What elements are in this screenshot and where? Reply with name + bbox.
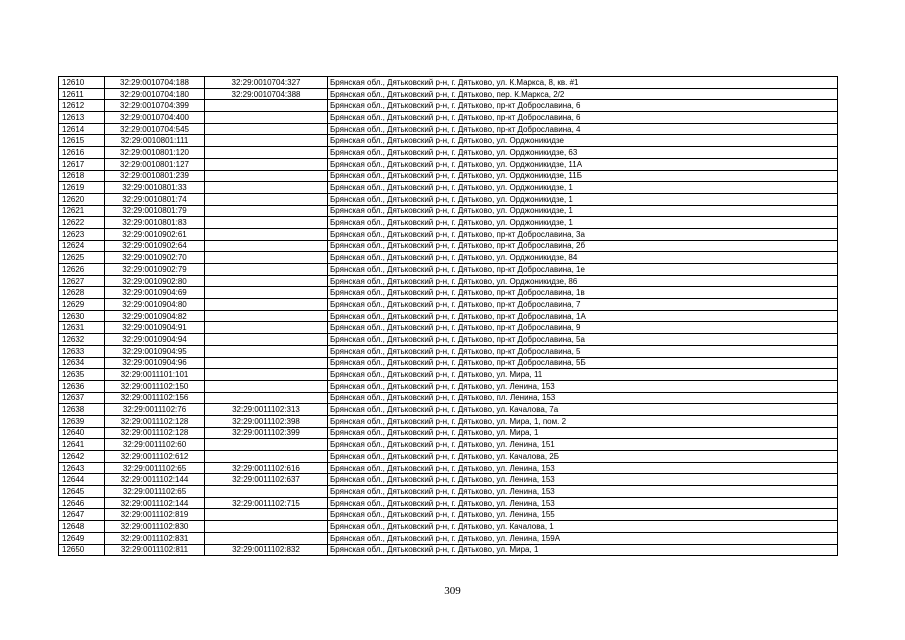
- address: Брянская обл., Дятьковский р-н, г. Дятьково, ул. Орджоникидзе, 11Б: [328, 170, 838, 182]
- cadastral-number: 32:29:0011102:65: [105, 462, 205, 474]
- related-cadastral-number: [205, 275, 328, 287]
- row-number: 12643: [59, 462, 105, 474]
- cadastral-number: 32:29:0010801:33: [105, 182, 205, 194]
- row-number: 12615: [59, 135, 105, 147]
- address: Брянская обл., Дятьковский р-н, г. Дятьково, пр-кт Доброславина, 6: [328, 100, 838, 112]
- row-number: 12641: [59, 439, 105, 451]
- cadastral-number: 32:29:0011102:60: [105, 439, 205, 451]
- table-row: [59, 345, 838, 357]
- row-number: 12646: [59, 497, 105, 509]
- related-cadastral-number: [205, 240, 328, 252]
- row-number: 12619: [59, 182, 105, 194]
- row-number: 12630: [59, 310, 105, 322]
- row-number: 12622: [59, 217, 105, 229]
- table-row: [59, 287, 838, 299]
- cadastral-number: 32:29:0010902:64: [105, 240, 205, 252]
- cadastral-number: 32:29:0010801:239: [105, 170, 205, 182]
- address: Брянская обл., Дятьковский р-н, г. Дятьково, пр-кт Доброславина, 1е: [328, 264, 838, 276]
- row-number: 12613: [59, 112, 105, 124]
- cadastral-number: 32:29:0010704:545: [105, 123, 205, 135]
- table-row: [59, 100, 838, 112]
- related-cadastral-number: [205, 147, 328, 159]
- row-number: 12617: [59, 158, 105, 170]
- table-row: [59, 170, 838, 182]
- row-number: 12642: [59, 451, 105, 463]
- address: Брянская обл., Дятьковский р-н, г. Дятьково, пр-кт Доброславина, 1в: [328, 287, 838, 299]
- cadastral-number: 32:29:0011102:128: [105, 427, 205, 439]
- address: Брянская обл., Дятьковский р-н, г. Дятьково, пр-кт Доброславина, 1А: [328, 310, 838, 322]
- address: Брянская обл., Дятьковский р-н, г. Дятьково, ул. Орджоникидзе, 86: [328, 275, 838, 287]
- cadastral-number: 32:29:0011102:144: [105, 497, 205, 509]
- related-cadastral-number: [205, 486, 328, 498]
- row-number: 12629: [59, 299, 105, 311]
- related-cadastral-number: [205, 380, 328, 392]
- cadastral-number: 32:29:0010902:80: [105, 275, 205, 287]
- address: Брянская обл., Дятьковский р-н, г. Дятьково, пер. К.Маркса, 2/2: [328, 88, 838, 100]
- cadastral-number: 32:29:0011102:144: [105, 474, 205, 486]
- table-row: [59, 439, 838, 451]
- property-table: [58, 76, 838, 556]
- row-number: 12649: [59, 532, 105, 544]
- address: Брянская обл., Дятьковский р-н, г. Дятьково, пр-кт Доброславина, 2б: [328, 240, 838, 252]
- cadastral-number: 32:29:0010904:94: [105, 334, 205, 346]
- table-row: [59, 544, 838, 556]
- related-cadastral-number: [205, 100, 328, 112]
- table-row: [59, 77, 838, 89]
- row-number: 12614: [59, 123, 105, 135]
- table-row: [59, 497, 838, 509]
- table-row: [59, 369, 838, 381]
- related-cadastral-number: 32:29:0011102:398: [205, 415, 328, 427]
- table-row: [59, 451, 838, 463]
- address: Брянская обл., Дятьковский р-н, г. Дятьково, пр-кт Доброславина, 7: [328, 299, 838, 311]
- row-number: 12618: [59, 170, 105, 182]
- address: Брянская обл., Дятьковский р-н, г. Дятьково, ул. Ленина, 155: [328, 509, 838, 521]
- address: Брянская обл., Дятьковский р-н, г. Дятьково, ул. Качалова, 7а: [328, 404, 838, 416]
- table-row: [59, 521, 838, 533]
- address: Брянская обл., Дятьковский р-н, г. Дятьково, пр-кт Доброславина, 6: [328, 112, 838, 124]
- cadastral-number: 32:29:0010904:69: [105, 287, 205, 299]
- row-number: 12647: [59, 509, 105, 521]
- related-cadastral-number: [205, 451, 328, 463]
- address: Брянская обл., Дятьковский р-н, г. Дятьково, ул. Мира, 1: [328, 544, 838, 556]
- related-cadastral-number: [205, 158, 328, 170]
- related-cadastral-number: [205, 334, 328, 346]
- row-number: 12621: [59, 205, 105, 217]
- related-cadastral-number: [205, 205, 328, 217]
- cadastral-number: 32:29:0010704:400: [105, 112, 205, 124]
- row-number: 12636: [59, 380, 105, 392]
- cadastral-number: 32:29:0011101:101: [105, 369, 205, 381]
- cadastral-number: 32:29:0011102:830: [105, 521, 205, 533]
- table-row: [59, 158, 838, 170]
- table-row: [59, 147, 838, 159]
- cadastral-number: 32:29:0011102:811: [105, 544, 205, 556]
- address: Брянская обл., Дятьковский р-н, г. Дятьково, ул. Ленина, 153: [328, 380, 838, 392]
- related-cadastral-number: [205, 170, 328, 182]
- address: Брянская обл., Дятьковский р-н, г. Дятьково, ул. Мира, 1: [328, 427, 838, 439]
- cadastral-number: 32:29:0010704:188: [105, 77, 205, 89]
- table-body: [59, 77, 838, 556]
- row-number: 12638: [59, 404, 105, 416]
- page-number: 309: [444, 585, 461, 597]
- table-row: [59, 334, 838, 346]
- related-cadastral-number: [205, 299, 328, 311]
- related-cadastral-number: [205, 532, 328, 544]
- table-row: [59, 474, 838, 486]
- row-number: 12620: [59, 193, 105, 205]
- related-cadastral-number: [205, 521, 328, 533]
- related-cadastral-number: [205, 135, 328, 147]
- cadastral-number: 32:29:0010704:180: [105, 88, 205, 100]
- cadastral-number: 32:29:0011102:831: [105, 532, 205, 544]
- related-cadastral-number: [205, 357, 328, 369]
- cadastral-number: 32:29:0011102:128: [105, 415, 205, 427]
- table-row: [59, 462, 838, 474]
- row-number: 12645: [59, 486, 105, 498]
- table-row: [59, 252, 838, 264]
- related-cadastral-number: [205, 287, 328, 299]
- row-number: 12632: [59, 334, 105, 346]
- row-number: 12625: [59, 252, 105, 264]
- cadastral-number: 32:29:0010904:96: [105, 357, 205, 369]
- table-row: [59, 322, 838, 334]
- table-row: [59, 112, 838, 124]
- table-row: [59, 135, 838, 147]
- related-cadastral-number: 32:29:0010704:388: [205, 88, 328, 100]
- row-number: 12644: [59, 474, 105, 486]
- row-number: 12637: [59, 392, 105, 404]
- related-cadastral-number: 32:29:0011102:313: [205, 404, 328, 416]
- row-number: 12610: [59, 77, 105, 89]
- row-number: 12640: [59, 427, 105, 439]
- cadastral-number: 32:29:0010902:70: [105, 252, 205, 264]
- related-cadastral-number: 32:29:0011102:715: [205, 497, 328, 509]
- related-cadastral-number: [205, 369, 328, 381]
- table-row: [59, 532, 838, 544]
- table-row: [59, 486, 838, 498]
- related-cadastral-number: [205, 310, 328, 322]
- address: Брянская обл., Дятьковский р-н, г. Дятьково, ул. Орджоникидзе: [328, 135, 838, 147]
- cadastral-number: 32:29:0010801:83: [105, 217, 205, 229]
- row-number: 12634: [59, 357, 105, 369]
- cadastral-number: 32:29:0010704:399: [105, 100, 205, 112]
- address: Брянская обл., Дятьковский р-н, г. Дятьково, ул. Орджоникидзе, 11А: [328, 158, 838, 170]
- address: Брянская обл., Дятьковский р-н, г. Дятьково, ул. Орджоникидзе, 1: [328, 217, 838, 229]
- cadastral-number: 32:29:0010801:74: [105, 193, 205, 205]
- address: Брянская обл., Дятьковский р-н, г. Дятьково, пр-кт Доброславина, 9: [328, 322, 838, 334]
- related-cadastral-number: [205, 322, 328, 334]
- related-cadastral-number: 32:29:0010704:327: [205, 77, 328, 89]
- related-cadastral-number: [205, 392, 328, 404]
- address: Брянская обл., Дятьковский р-н, г. Дятьково, ул. Орджоникидзе, 63: [328, 147, 838, 159]
- cadastral-number: 32:29:0011102:156: [105, 392, 205, 404]
- related-cadastral-number: [205, 345, 328, 357]
- table-row: [59, 264, 838, 276]
- address: Брянская обл., Дятьковский р-н, г. Дятьково, ул. К.Маркса, 8, кв. #1: [328, 77, 838, 89]
- cadastral-number: 32:29:0010904:82: [105, 310, 205, 322]
- row-number: 12639: [59, 415, 105, 427]
- cadastral-number: 32:29:0010902:79: [105, 264, 205, 276]
- address: Брянская обл., Дятьковский р-н, г. Дятьково, пр-кт Доброславина, 5Б: [328, 357, 838, 369]
- address: Брянская обл., Дятьковский р-н, г. Дятьково, пл. Ленина, 153: [328, 392, 838, 404]
- related-cadastral-number: 32:29:0011102:616: [205, 462, 328, 474]
- cadastral-number: 32:29:0011102:819: [105, 509, 205, 521]
- table-row: [59, 205, 838, 217]
- address: Брянская обл., Дятьковский р-н, г. Дятьково, ул. Ленина, 153: [328, 474, 838, 486]
- row-number: 12626: [59, 264, 105, 276]
- related-cadastral-number: [205, 217, 328, 229]
- table-row: [59, 228, 838, 240]
- cadastral-number: 32:29:0011102:65: [105, 486, 205, 498]
- related-cadastral-number: [205, 252, 328, 264]
- cadastral-number: 32:29:0010904:95: [105, 345, 205, 357]
- related-cadastral-number: [205, 182, 328, 194]
- related-cadastral-number: [205, 228, 328, 240]
- related-cadastral-number: 32:29:0011102:399: [205, 427, 328, 439]
- row-number: 12611: [59, 88, 105, 100]
- row-number: 12631: [59, 322, 105, 334]
- table-row: [59, 404, 838, 416]
- address: Брянская обл., Дятьковский р-н, г. Дятьково, ул. Мира, 11: [328, 369, 838, 381]
- address: Брянская обл., Дятьковский р-н, г. Дятьково, ул. Ленина, 159А: [328, 532, 838, 544]
- row-number: 12612: [59, 100, 105, 112]
- related-cadastral-number: 32:29:0011102:832: [205, 544, 328, 556]
- related-cadastral-number: [205, 509, 328, 521]
- row-number: 12628: [59, 287, 105, 299]
- related-cadastral-number: [205, 112, 328, 124]
- table-row: [59, 217, 838, 229]
- table-row: [59, 310, 838, 322]
- table-row: [59, 88, 838, 100]
- address: Брянская обл., Дятьковский р-н, г. Дятьково, ул. Орджоникидзе, 84: [328, 252, 838, 264]
- cadastral-number: 32:29:0010904:91: [105, 322, 205, 334]
- table-row: [59, 392, 838, 404]
- table-row: [59, 240, 838, 252]
- cadastral-number: 32:29:0010801:79: [105, 205, 205, 217]
- table-row: [59, 509, 838, 521]
- row-number: 12627: [59, 275, 105, 287]
- cadastral-number: 32:29:0011102:612: [105, 451, 205, 463]
- related-cadastral-number: [205, 264, 328, 276]
- address: Брянская обл., Дятьковский р-н, г. Дятьково, ул. Ленина, 151: [328, 439, 838, 451]
- related-cadastral-number: [205, 123, 328, 135]
- address: Брянская обл., Дятьковский р-н, г. Дятьково, ул. Орджоникидзе, 1: [328, 182, 838, 194]
- cadastral-number: 32:29:0010904:80: [105, 299, 205, 311]
- address: Брянская обл., Дятьковский р-н, г. Дятьково, пр-кт Доброславина, 5а: [328, 334, 838, 346]
- address: Брянская обл., Дятьковский р-н, г. Дятьково, пр-кт Доброславина, 4: [328, 123, 838, 135]
- address: Брянская обл., Дятьковский р-н, г. Дятьково, ул. Орджоникидзе, 1: [328, 193, 838, 205]
- row-number: 12616: [59, 147, 105, 159]
- address: Брянская обл., Дятьковский р-н, г. Дятьково, ул. Ленина, 153: [328, 486, 838, 498]
- table-row: [59, 182, 838, 194]
- table-row: [59, 299, 838, 311]
- address: Брянская обл., Дятьковский р-н, г. Дятьково, ул. Качалова, 1: [328, 521, 838, 533]
- row-number: 12633: [59, 345, 105, 357]
- table-row: [59, 123, 838, 135]
- table-row: [59, 380, 838, 392]
- cadastral-number: 32:29:0010902:61: [105, 228, 205, 240]
- row-number: 12635: [59, 369, 105, 381]
- address: Брянская обл., Дятьковский р-н, г. Дятьково, ул. Мира, 1, пом. 2: [328, 415, 838, 427]
- cadastral-number: 32:29:0010801:120: [105, 147, 205, 159]
- table-row: [59, 415, 838, 427]
- related-cadastral-number: [205, 439, 328, 451]
- cadastral-number: 32:29:0011102:150: [105, 380, 205, 392]
- address: Брянская обл., Дятьковский р-н, г. Дятьково, ул. Качалова, 2Б: [328, 451, 838, 463]
- row-number: 12648: [59, 521, 105, 533]
- address: Брянская обл., Дятьковский р-н, г. Дятьково, ул. Орджоникидзе, 1: [328, 205, 838, 217]
- address: Брянская обл., Дятьковский р-н, г. Дятьково, пр-кт Доброславина, 3а: [328, 228, 838, 240]
- related-cadastral-number: 32:29:0011102:637: [205, 474, 328, 486]
- address: Брянская обл., Дятьковский р-н, г. Дятьково, ул. Ленина, 153: [328, 497, 838, 509]
- row-number: 12624: [59, 240, 105, 252]
- table-row: [59, 275, 838, 287]
- row-number: 12650: [59, 544, 105, 556]
- address: Брянская обл., Дятьковский р-н, г. Дятьково, ул. Ленина, 153: [328, 462, 838, 474]
- address: Брянская обл., Дятьковский р-н, г. Дятьково, пр-кт Доброславина, 5: [328, 345, 838, 357]
- cadastral-number: 32:29:0010801:111: [105, 135, 205, 147]
- table-row: [59, 427, 838, 439]
- cadastral-number: 32:29:0010801:127: [105, 158, 205, 170]
- table-row: [59, 193, 838, 205]
- cadastral-number: 32:29:0011102:76: [105, 404, 205, 416]
- table-row: [59, 357, 838, 369]
- row-number: 12623: [59, 228, 105, 240]
- related-cadastral-number: [205, 193, 328, 205]
